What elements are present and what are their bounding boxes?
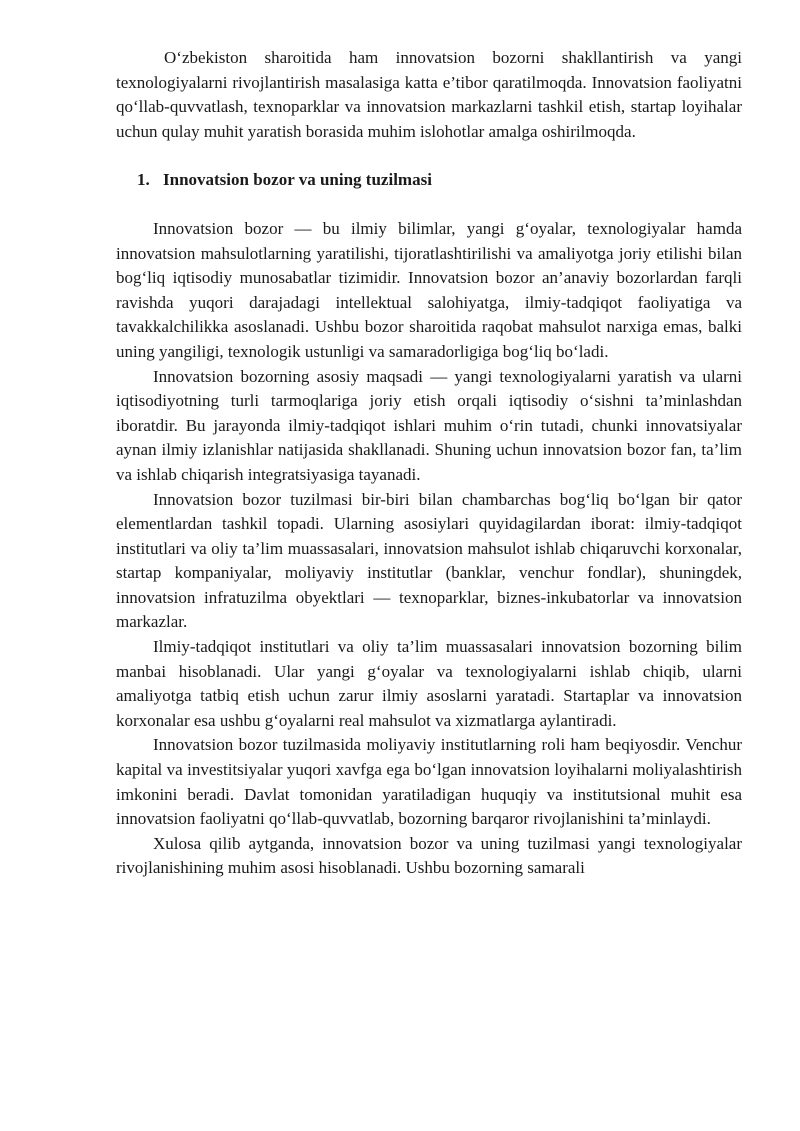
section-number: 1. <box>137 170 150 190</box>
paragraph-structure: Innovatsion bozor tuzilmasi bir-biri bilan chambarchas bog‘liq bo‘lgan bir qator elementlardan tashkil topadi. Ularning asosiylari quyidagilardan iborat: ilmiy-tadqiqot institutlari va oliy ta’lim muassasalari, innovatsion mahsulot ishlab chiqaruvchi korxonalar, startap kompaniyalar, moliyaviy institutlar (banklar, venchur fondlar), shuningdek, innovatsion infratuzilma obyektlari — texnoparklar, biznes-inkubatorlar va innovatsion markazlar. <box>116 489 742 632</box>
paragraph-goal: Innovatsion bozorning asosiy maqsadi — yangi texnologiyalarni yaratish va ularni iqtisodiyotning turli tarmoqlariga joriy etish orqali iqtisodiy o‘sishni ta’minlashdan iboratdir. Bu jarayonda ilmiy-tadqiqot ishlari muhim o‘rin tutadi, chunki innovatsiyalar aynan ilmiy izlanishlar natijasida shakllanadi. Shuning uchun innovatsion bozor fan, ta’lim va ishlab chiqarish integratsiyasiga tayanadi. <box>116 366 742 484</box>
paragraph-definition: Innovatsion bozor — bu ilmiy bilimlar, yangi g‘oyalar, texnologiyalar hamda innovatsion mahsulotlarning yaratilishi, tijoratlashtirilishi va amaliyotga joriy etilishi bilan bog‘liq iqtisodiy munosabatlar tizimidir. Innovatsion bozor an’anaviy bozorlardan farqli ravishda yuqori darajadagi intellektual salohiyatga, ilmiy-tadqiqot faoliyatiga va tavakkalchilikka asoslanadi. Ushbu bozor sharoitida raqobat mahsulot narxiga emas, balki uning yangiligi, texnologik ustunligi va samaradorligiga bog‘liq bo‘ladi. <box>116 218 742 361</box>
intro-paragraph: O‘zbekiston sharoitida ham innovatsion bozorni shakllantirish va yangi texnologiyalarni rivojlantirish masalasiga katta e’tibor qaratilmoqda. Innovatsion faoliyatni qo‘llab-quvvatlash, texnoparklar va innovatsion markazlarni tashkil etish, startap loyihalar uchun qulay muhit yaratish borasida muhim islohotlar amalga oshirilmoqda. <box>116 48 742 141</box>
section-heading <box>116 168 742 193</box>
section-title: Innovatsion bozor va uning tuzilmasi <box>163 170 432 190</box>
paragraph-financial-institutions: Innovatsion bozor tuzilmasida moliyaviy institutlarning roli ham beqiyosdir. Venchur kapital va investitsiyalar yuqori xavfga ega bo‘lgan innovatsion loyihalarni moliyalashtirish imkonini beradi. Davlat tomonidan yaratiladigan huquqiy va institutsional muhit esa innovatsion faoliyatni qo‘llab-quvvatlab, bozorning barqaror rivojlanishini ta’minlaydi. <box>116 735 742 829</box>
document-page <box>116 46 742 881</box>
paragraph-conclusion: Xulosa qilib aytganda, innovatsion bozor va uning tuzilmasi yangi texnologiyalar rivojlanishining muhim asosi hisoblanadi. Ushbu bozorning samarali <box>116 833 742 878</box>
paragraph-research-institutes: Ilmiy-tadqiqot institutlari va oliy ta’lim muassasalari innovatsion bozorning bilim manbai hisoblanadi. Ular yangi g‘oyalar va texnologiyalarni ishlab chiqib, ularni amaliyotga tatbiq etish uchun zarur ilmiy asoslarni yaratadi. Startaplar va innovatsion korxonalar esa ushbu g‘oyalarni real mahsulot va xizmatlarga aylantiradi. <box>116 637 742 730</box>
